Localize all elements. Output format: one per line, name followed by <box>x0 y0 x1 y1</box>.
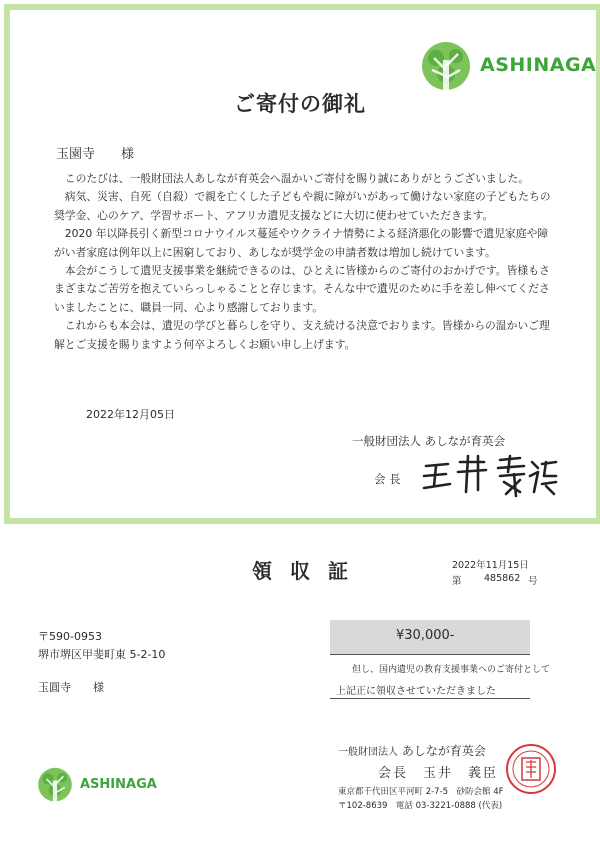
receipt-number: 485862 <box>484 573 521 584</box>
letter-paragraph: 病気、災害、自死（自殺）で親を亡くした子どもや親に障がいがあって働けない家庭の子どもたちの奨学金、心のケア、学習サポート、アフリカ遺児支援などに大切に使わせていただきます。 <box>54 190 551 222</box>
recipient-address: 堺市堺区甲斐町東 5-2-10 <box>38 648 166 661</box>
letter-title: ご寄付の御礼 <box>234 91 366 116</box>
ashinaga-tree-logo-icon <box>34 766 76 806</box>
divider <box>330 698 530 699</box>
ashinaga-logo-text: ASHINAGA <box>480 54 597 76</box>
ashinaga-logo-text: ASHINAGA <box>80 777 157 792</box>
letter-date: 2022年12月05日 <box>86 408 175 421</box>
issuer-org <box>338 742 486 759</box>
letter-president-title: 会 長 <box>374 472 401 486</box>
receipt-received-note: 上記正に領収させていただきました <box>336 686 496 697</box>
letter-org-name: 一般財団法人 あしなが育英会 <box>352 434 506 448</box>
receipt-purpose: 但し、国内遺児の教育支援事業へのご寄付として <box>352 665 551 675</box>
issuer-org-prefix: 一般財団法人 <box>338 747 398 758</box>
letter-paragraph: これからも本会は、遺児の学びと暮らしを守り、支え続ける決意でおります。皆様からの温かいご理解とご支援を賜りますよう何卒よろしくお願い申し上げます。 <box>54 319 550 351</box>
letter-recipient: 玉園寺 様 <box>56 147 135 162</box>
issuer-president: 会長 玉井 義臣 <box>378 766 499 781</box>
recipient-postal-code: 〒590-0953 <box>38 630 102 643</box>
receipt-title: 領収証 <box>252 559 366 583</box>
receipt-number-suffix: 号 <box>528 576 538 587</box>
issuer-phone: 〒102-8639 電話 03-3221-0888 (代表) <box>338 801 503 811</box>
receipt-recipient: 玉圓寺 様 <box>38 681 104 694</box>
issuer-org-name: あしなが育英会 <box>401 744 486 758</box>
letter-body <box>54 170 554 354</box>
receipt-number-label: 第 <box>452 576 462 587</box>
receipt-amount: ¥30,000- <box>396 628 455 643</box>
letter-paragraph: 本会がこうして遺児支援事業を継続できるのは、ひとえに皆様からのご寄付のおかげです。皆様もさまざまなご苦労を抱えていらっしゃることと存じます。そんな中で遺児のために手を差し伸べてくださいましたことに、職員一同、心より感謝しております。 <box>54 264 550 314</box>
letter-paragraph: 2020 年以降長引く新型コロナウイルス蔓延やウクライナ情勢による経済悪化の影響で遺児家庭や障がい者家庭は例年以上に困窮しており、あしなが奨学金の申請者数は増加し続けています。 <box>54 227 549 259</box>
handwritten-signature <box>420 452 560 498</box>
letter-paragraph: このたびは、一般財団法人あしなが育英会へ温かいご寄付を賜り誠にありがとうございました。 <box>64 172 530 185</box>
receipt-date: 2022年11月15日 <box>452 560 529 571</box>
issuer-address: 東京都千代田区平河町 2-7-5 砂防会館 4F <box>338 787 504 797</box>
official-seal-stamp <box>504 742 558 796</box>
